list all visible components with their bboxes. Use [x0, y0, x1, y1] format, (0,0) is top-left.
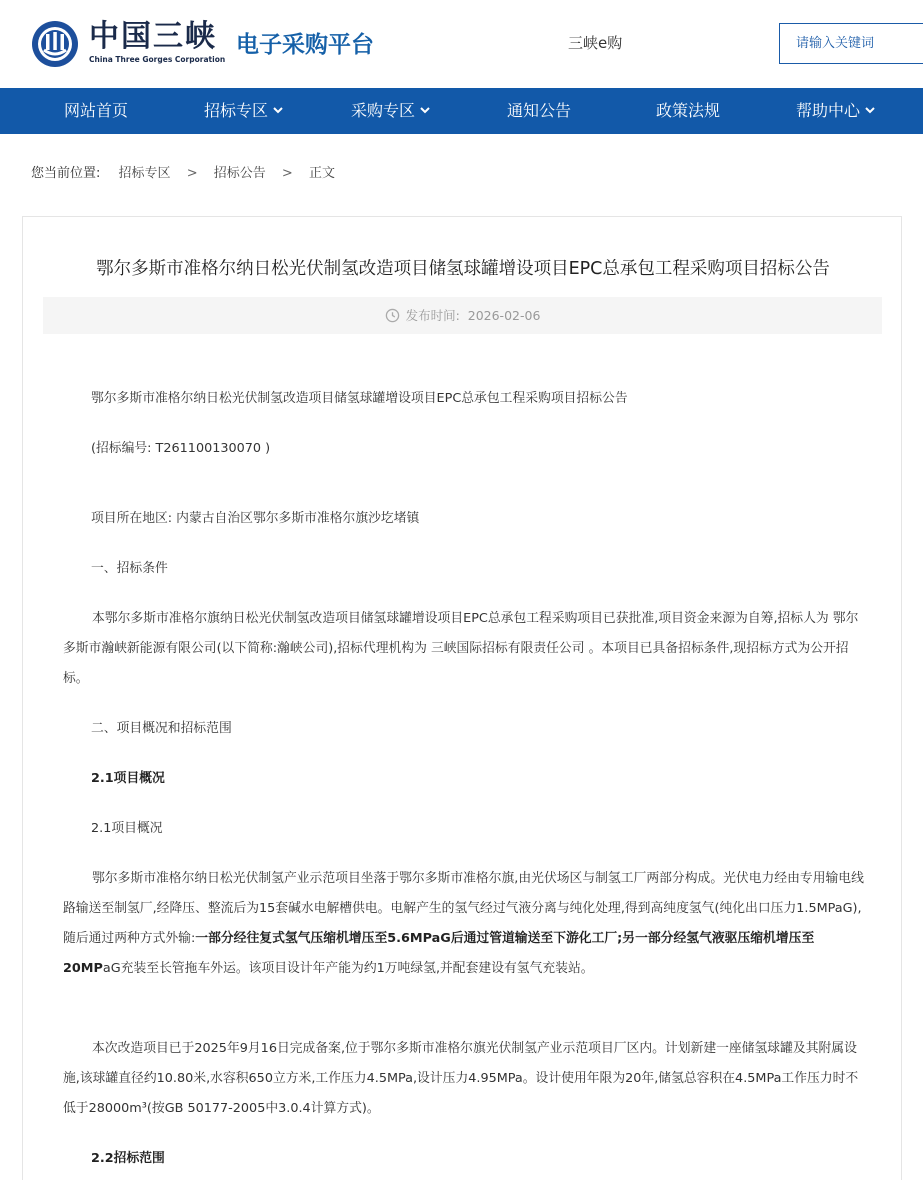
nav-item-bidding[interactable]: [204, 88, 284, 134]
ctg-logo-icon[interactable]: [31, 20, 79, 68]
article-subtitle: 鄂尔多斯市准格尔纳日松光伏制氢改造项目储氢球罐增设项目EPC总承包工程采购项目招标公告: [91, 391, 628, 406]
breadcrumb-item-bidding[interactable]: 招标专区: [118, 166, 171, 181]
platform-title: 电子采购平台: [236, 32, 374, 58]
logo-chinese-text: 中国三峡: [89, 19, 217, 54]
section-1-paragraph: 本鄂尔多斯市准格尔旗纳日松光伏制氢改造项目储氢球罐增设项目EPC总承包工程采购项目已获批准,项目资金来源为自筹,招标人为 鄂尔多斯市瀚峡新能源有限公司(以下简称:瀚峡公司),招标代理机构为 三峡国际招标有限责任公司 。本项目已具备招标条件,现招标方式为公开招标。: [63, 611, 859, 686]
bid-number: (招标编号: T261100130070 ): [91, 441, 271, 456]
nav-item-label: 采购专区: [351, 101, 416, 120]
publish-meta: [43, 297, 882, 334]
subsection-2-1-paragraph: [63, 864, 865, 984]
clock-icon: [385, 308, 400, 323]
nav-item-label: 通知公告: [507, 101, 572, 120]
nav-item-policies[interactable]: [656, 88, 720, 134]
publish-label: 发布时间:: [405, 308, 460, 323]
search-box[interactable]: [779, 23, 923, 64]
nav-item-home[interactable]: [64, 88, 128, 134]
publish-date: 2026-02-06: [467, 308, 541, 323]
subsection-2-1-heading: 2.1项目概况: [91, 821, 163, 836]
section-2-heading: 二、项目概况和招标范围: [91, 721, 232, 736]
nav-item-label: 网站首页: [64, 101, 129, 120]
nav-item-procurement[interactable]: [351, 88, 431, 134]
section-1-heading: 一、招标条件: [91, 561, 168, 576]
subsection-2-2-bold-heading: 2.2招标范围: [91, 1151, 165, 1166]
search-input[interactable]: [780, 24, 923, 63]
logo-english-text: China Three Gorges Corporation: [89, 55, 226, 64]
breadcrumb-item-announcements[interactable]: 招标公告: [213, 166, 266, 181]
paragraph-text: 鄂尔多斯市准格尔纳日松光伏制氢产业示范项目坐落于鄂尔多斯市准格尔旗,由光伏场区与制氢工厂两部分构成。光伏电力经由专用输电线路输送至制氢厂,经降压、整流后为15套碱水电解槽供电。电解产生的氢气经过气液分离与纯化处理,得到高纯度氢气(纯化出口压力1.5MPaG),随后通过两种方式外输:: [63, 871, 864, 946]
article-card: [22, 216, 902, 1180]
breadcrumb-label: 您当前位置:: [31, 166, 101, 181]
subsection-2-1-paragraph-2: 本次改造项目已于2025年9月16日完成备案,位于鄂尔多斯市准格尔旗光伏制氢产业示范项目厂区内。计划新建一座储氢球罐及其附属设施,该球罐直径约10.80米,水容积650立方米,工作压力4.5MPa,设计压力4.95MPa。设计使用年限为20年,储氢总容积在4.5MPa工作压力时不低于28000m³(按GB 50177-2005中3.0.4计算方式)。: [63, 1041, 859, 1116]
article-title: 鄂尔多斯市准格尔纳日松光伏制氢改造项目储氢球罐增设项目EPC总承包工程采购项目招标公告: [96, 259, 830, 279]
main-nav: [0, 88, 923, 134]
site-header: [0, 0, 923, 88]
breadcrumb-separator: >: [186, 166, 198, 181]
project-location: 项目所在地区: 内蒙古自治区鄂尔多斯市准格尔旗沙圪堵镇: [91, 511, 420, 526]
nav-item-help[interactable]: [796, 88, 876, 134]
breadcrumb-separator: >: [281, 166, 293, 181]
breadcrumb-item-current: 正文: [308, 166, 335, 181]
nav-item-label: 招标专区: [204, 101, 269, 120]
paragraph-text: aG充装至长管拖车外运。该项目设计年产能为约1万吨绿氢,并配套建设有氢气充装站。: [102, 961, 594, 976]
chevron-down-icon: [272, 104, 284, 116]
breadcrumb: [31, 164, 335, 184]
nav-item-label: 帮助中心: [796, 101, 861, 120]
subsection-2-1-bold-heading: 2.1项目概况: [91, 771, 165, 786]
nav-item-notices[interactable]: [507, 88, 571, 134]
nav-item-label: 政策法规: [656, 101, 721, 120]
paragraph-bold-text: 一部分经往复式氢气压缩机增压至5.6MPaG后通过管道输送至下游化工厂;另一部分经氢气液驱压缩机增压至20MP: [63, 931, 815, 976]
eshop-link[interactable]: 三峡e购: [568, 34, 623, 52]
chevron-down-icon: [419, 104, 431, 116]
chevron-down-icon: [864, 104, 876, 116]
